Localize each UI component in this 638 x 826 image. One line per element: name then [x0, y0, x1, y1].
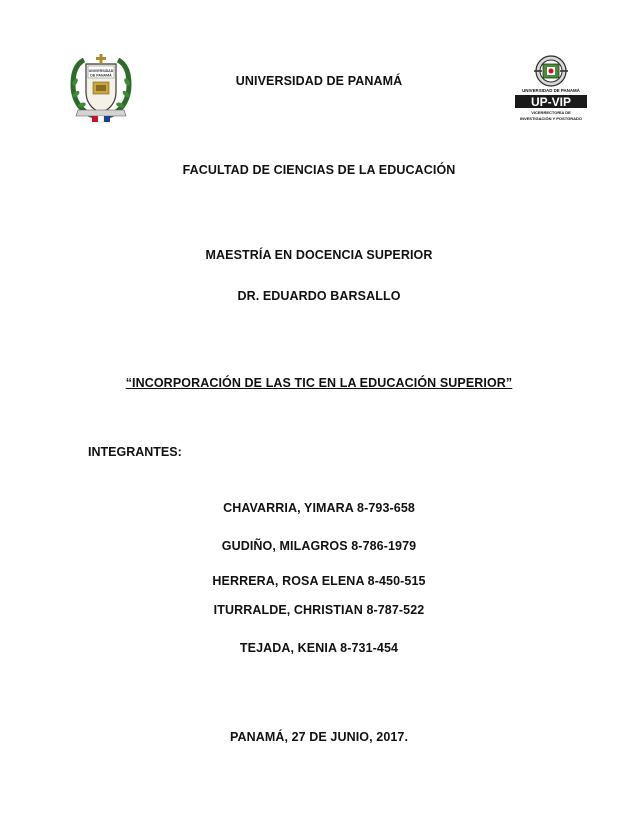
university-name: UNIVERSIDAD DE PANAMÁ	[235, 74, 403, 88]
footer-date: PANAMÁ, 27 DE JUNIO, 2017.	[229, 730, 409, 744]
member-item: HERRERA, ROSA ELENA 8-450-515	[212, 574, 426, 588]
faculty-name: FACULTAD DE CIENCIAS DE LA EDUCACIÓN	[182, 163, 456, 177]
up-vip-logo	[512, 54, 590, 124]
up-vip-university-text: UNIVERSIDAD DE PANAMÁ	[522, 88, 580, 93]
program-name: MAESTRÍA EN DOCENCIA SUPERIOR	[205, 248, 433, 262]
member-item: TEJADA, KENIA 8-731-454	[239, 641, 399, 655]
up-vip-line2-text: VICERRECTORÍA DE	[531, 110, 571, 115]
member-item: CHAVARRIA, YIMARA 8-793-658	[223, 501, 415, 515]
member-item: ITURRALDE, CHRISTIAN 8-787-522	[213, 603, 425, 617]
professor-name: DR. EDUARDO BARSALLO	[237, 289, 401, 303]
up-vip-line3-text: INVESTIGACIÓN Y POSTGRADO	[519, 116, 583, 121]
crest-text: UNIVERSIDAD	[88, 69, 114, 73]
up-vip-brand-text: UP-VIP	[530, 95, 572, 109]
svg-text:DE PANAMÁ: DE PANAMÁ	[90, 73, 112, 78]
document-title-text: “INCORPORACIÓN DE LAS TIC EN LA EDUCACIÓN SUPERIOR”	[125, 376, 513, 390]
university-crest-logo	[66, 52, 136, 124]
members-label: INTEGRANTES:	[88, 445, 182, 459]
member-item: GUDIÑO, MILAGROS 8-786-1979	[221, 539, 417, 553]
document-title	[0, 376, 638, 390]
